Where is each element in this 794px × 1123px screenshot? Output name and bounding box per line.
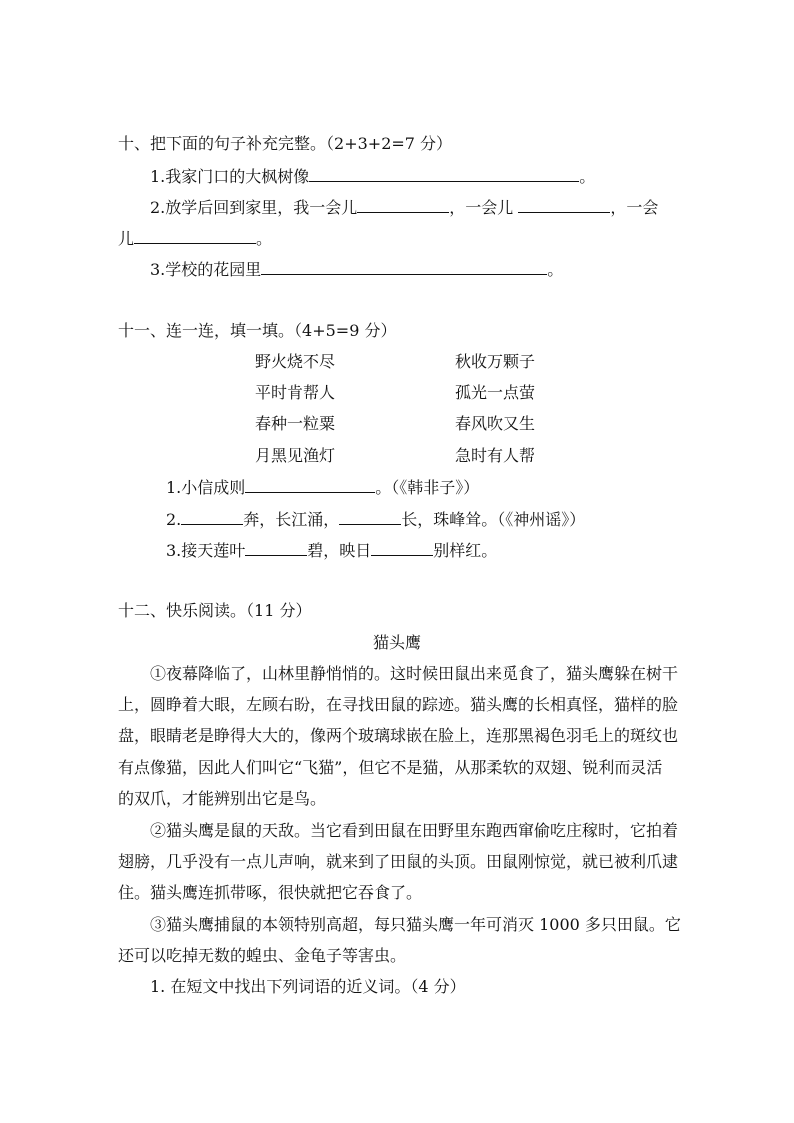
answer-blank[interactable] <box>261 258 547 275</box>
answer-blank[interactable] <box>518 196 610 213</box>
section-11-title: 十一、连一连，填一填。 <box>118 321 295 340</box>
match-right-3[interactable]: 春风吹又生 <box>455 414 536 433</box>
s10-item-3: 3.学校的花园里 。 <box>150 260 564 279</box>
answer-blank[interactable] <box>357 196 449 213</box>
s11-fill-1: 1.小信成则 。（《韩非子》） <box>166 478 480 497</box>
s10-item-2-cont: 儿 。 <box>118 229 273 248</box>
s10-item-1: 1.我家门口的大枫树像 。 <box>150 167 596 186</box>
s10-item-2: 2.放学后回到家里，我一会儿 ，一会儿 ，一会 <box>150 198 659 217</box>
passage-line: 有点像猫，因此人们叫它“飞猫”，但它不是猫，从那柔软的双翅、锐利而灵活 <box>118 758 663 777</box>
answer-blank[interactable] <box>309 165 579 182</box>
answer-blank[interactable] <box>181 508 243 525</box>
answer-blank[interactable] <box>339 508 401 525</box>
passage-line: ②猫头鹰是鼠的天敌。当它看到田鼠在田野里东跑西窜偷吃庄稼时，它拍着 <box>150 821 679 840</box>
match-right-1[interactable]: 秋收万颗子 <box>455 352 536 371</box>
section-11-score: （4+5=9 分） <box>294 321 397 340</box>
match-right-4[interactable]: 急时有人帮 <box>455 446 536 465</box>
passage-line: 住。猫头鹰连抓带啄，很快就把它吞食了。 <box>118 883 423 902</box>
section-12-title: 十二、快乐阅读。 <box>118 601 247 620</box>
answer-blank[interactable] <box>245 539 307 556</box>
match-right-2[interactable]: 孤光一点萤 <box>455 383 536 402</box>
s11-fill-3: 3.接天莲叶 碧，映日 别样红。 <box>166 541 498 560</box>
section-10-title: 十、把下面的句子补充完整。 <box>118 134 327 153</box>
match-left-3[interactable]: 春种一粒粟 <box>255 414 336 433</box>
answer-blank[interactable] <box>371 539 433 556</box>
section-10-score: （2+3+2=7 分） <box>326 134 453 153</box>
match-left-4[interactable]: 月黑见渔灯 <box>255 446 336 465</box>
passage-line: ①夜幕降临了，山林里静悄悄的。这时候田鼠出来觅食了，猫头鹰躲在树干 <box>150 664 679 683</box>
passage-line: 盘，眼睛老是睁得大大的，像两个玻璃球嵌在脸上，连那黑褐色羽毛上的斑纹也 <box>118 726 679 745</box>
passage-title: 猫头鹰 <box>372 633 421 652</box>
section-10-heading <box>118 133 452 155</box>
s11-fill-2: 2. 奔，长江涌， 长，珠峰耸。（《神州谣》） <box>166 510 586 529</box>
section-12-score: （11 分） <box>246 601 312 620</box>
passage-line: 翅膀，几乎没有一点儿声响，就来到了田鼠的头顶。田鼠刚惊觉，就已被利爪逮 <box>118 852 679 871</box>
answer-blank[interactable] <box>134 227 256 244</box>
section-11-heading <box>118 320 396 342</box>
passage-line: 的双爪，才能辨别出它是鸟。 <box>118 789 327 808</box>
passage-line: 还可以吃掉无数的蝗虫、金龟子等害虫。 <box>118 946 407 965</box>
question-1: 1. 在短文中找出下列词语的近义词。（4 分） <box>150 977 466 996</box>
match-left-1[interactable]: 野火烧不尽 <box>255 352 336 371</box>
passage-line: 上，圆睁着大眼，左顾右盼，在寻找田鼠的踪迹。猫头鹰的长相真怪，猫样的脸 <box>118 695 679 714</box>
answer-blank[interactable] <box>245 476 375 493</box>
match-left-2[interactable]: 平时肯帮人 <box>255 383 336 402</box>
passage-line: ③猫头鹰捕鼠的本领特别高超，每只猫头鹰一年可消灭 1000 多只田鼠。它 <box>150 915 681 934</box>
section-12-heading <box>118 600 311 622</box>
